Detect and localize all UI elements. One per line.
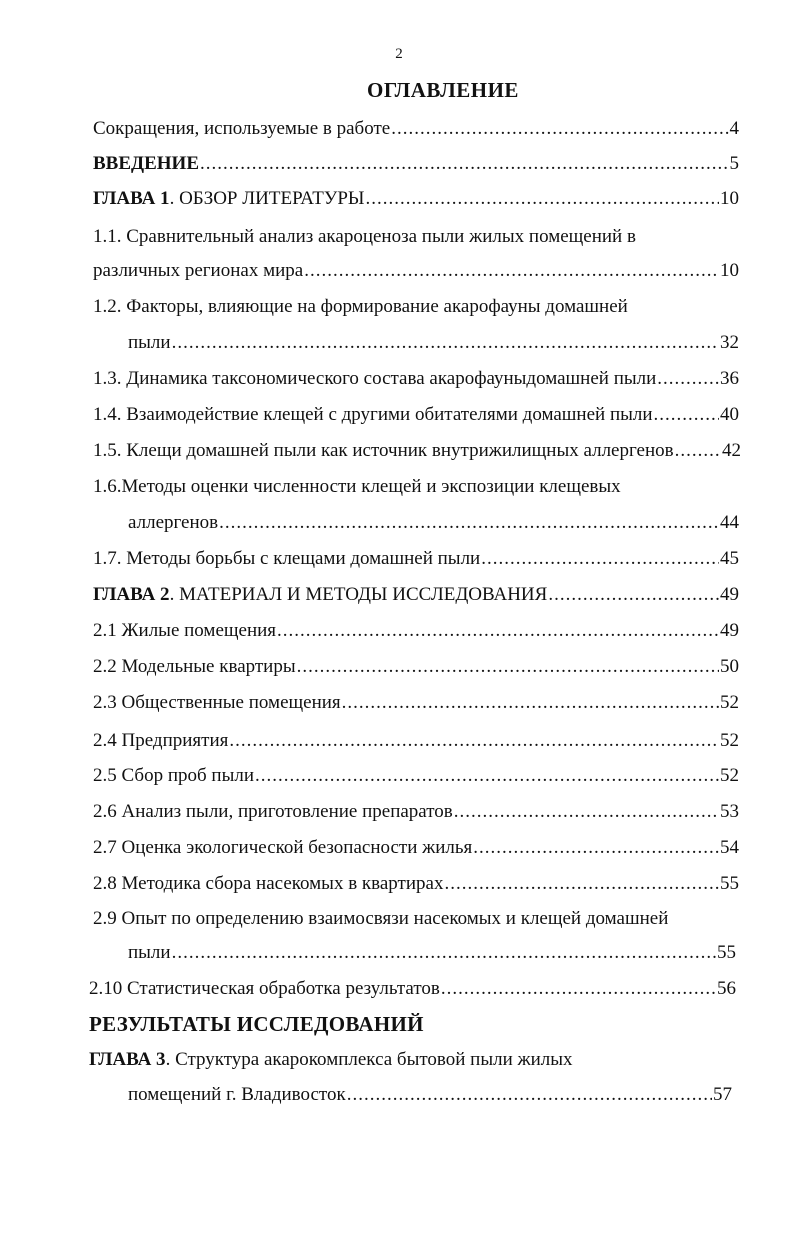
toc-page-number: 32 [720, 332, 739, 353]
toc-page-number: 52 [720, 765, 739, 786]
toc-page-number: 40 [720, 404, 739, 425]
toc-entry-1-5[interactable] [93, 439, 741, 463]
toc-entry-2-4[interactable] [93, 729, 739, 753]
toc-entry-1-6-line1[interactable]: 1.6.Методы оценки численности клещей и экспозиции клещевых [93, 476, 621, 497]
toc-page-number: 4 [729, 118, 739, 139]
toc-entry-chapter-3[interactable] [128, 1083, 732, 1107]
toc-page-number: 49 [720, 620, 739, 641]
leader-dots [347, 1083, 712, 1107]
toc-entry-1-6[interactable] [128, 511, 739, 535]
toc-entry-1-1[interactable] [93, 259, 739, 283]
toc-entry-chapter-2[interactable] [93, 583, 739, 607]
toc-entry-2-3[interactable] [93, 691, 739, 715]
toc-page-number: 10 [720, 260, 739, 281]
chapter-title: . ОБЗОР ЛИТЕРАТУРЫ [169, 188, 365, 209]
toc-entry-text: ВВЕДЕНИЕ [93, 153, 199, 174]
leader-dots [304, 259, 719, 283]
toc-entry-2-2[interactable] [93, 655, 739, 679]
leader-dots [365, 187, 719, 211]
toc-page-number: 52 [720, 692, 739, 713]
toc-entry-abbreviations[interactable] [93, 117, 739, 141]
toc-entry-text: 2.10 Статистическая обработка результатов [89, 978, 440, 999]
page-number: 2 [395, 46, 403, 62]
leader-dots [548, 583, 719, 607]
toc-entry-2-6[interactable] [93, 800, 739, 824]
toc-entry-text: 2.3 Общественные помещения [93, 692, 341, 713]
toc-entry-2-9-line1[interactable]: 2.9 Опыт по определению взаимосвязи насекомых и клещей домашней [93, 908, 669, 929]
chapter-title: . Структура акарокомплекса бытовой пыли жилых [165, 1049, 573, 1070]
toc-page-number: 44 [720, 512, 739, 533]
leader-dots [255, 764, 719, 788]
toc-entry-text: 1.4. Взаимодействие клещей с другими обитателями домашней пыли [93, 404, 653, 425]
toc-entry-text: 2.2 Модельные квартиры [93, 656, 296, 677]
toc-entry-1-4[interactable] [93, 403, 739, 427]
toc-entry-2-9[interactable] [128, 941, 736, 965]
leader-dots [441, 977, 716, 1001]
toc-entry-1-2-line1[interactable]: 1.2. Факторы, влияющие на формирование акарофауны домашней [93, 296, 628, 317]
toc-page-number: 57 [713, 1084, 732, 1105]
leader-dots [172, 331, 719, 355]
toc-page-number: 55 [717, 942, 736, 963]
leader-dots [391, 117, 728, 141]
toc-entry-text [93, 583, 547, 607]
toc-page-number: 10 [720, 188, 739, 209]
toc-page-number: 55 [720, 873, 739, 894]
chapter-label: ГЛАВА 2 [93, 584, 170, 605]
leader-dots [342, 691, 719, 715]
leader-dots [219, 511, 719, 535]
toc-page-number: 54 [720, 837, 739, 858]
toc-entry-text: 2.4 Предприятия [93, 730, 229, 751]
toc-entry-text: пыли [128, 332, 171, 353]
toc-entry-1-7[interactable] [93, 547, 739, 571]
chapter-label: ГЛАВА 1 [93, 188, 170, 209]
toc-entry-text: пыли [128, 942, 171, 963]
toc-title: ОГЛАВЛЕНИЕ [367, 78, 519, 102]
leader-dots [172, 941, 716, 965]
toc-entry-2-10[interactable] [89, 977, 736, 1001]
leader-dots [444, 872, 719, 896]
leader-dots [229, 729, 719, 753]
toc-entry-text: различных регионах мира [93, 260, 304, 281]
toc-page-number: 53 [720, 801, 739, 822]
results-heading[interactable]: РЕЗУЛЬТАТЫ ИССЛЕДОВАНИЙ [89, 1012, 424, 1036]
leader-dots [675, 439, 721, 463]
toc-entry-text: 2.1 Жилые помещения [93, 620, 277, 641]
leader-dots [654, 403, 719, 427]
toc-page-number: 5 [729, 153, 739, 174]
chapter-title: . МАТЕРИАЛ И МЕТОДЫ ИССЛЕДОВАНИЯ [169, 584, 548, 605]
leader-dots [454, 800, 719, 824]
leader-dots [657, 367, 719, 391]
toc-entry-text: 1.5. Клещи домашней пыли как источник внутрижилищных аллергенов [93, 440, 674, 461]
toc-entry-text: 2.6 Анализ пыли, приготовление препаратов [93, 801, 453, 822]
toc-page-number: 36 [720, 368, 739, 389]
toc-entry-2-8[interactable] [93, 872, 739, 896]
toc-entry-text: 1.7. Методы борьбы с клещами домашней пыли [93, 548, 481, 569]
toc-page-number: 45 [720, 548, 739, 569]
toc-entry-1-3[interactable] [93, 367, 739, 391]
toc-page-number: 50 [720, 656, 739, 677]
toc-entry-text: 2.5 Сбор проб пыли [93, 765, 254, 786]
leader-dots [200, 152, 729, 176]
toc-entry-text: 2.8 Методика сбора насекомых в квартирах [93, 873, 444, 894]
toc-entry-1-1-line1[interactable]: 1.1. Сравнительный анализ акароценоза пыли жилых помещений в [93, 226, 636, 247]
leader-dots [473, 836, 719, 860]
toc-page-number: 56 [717, 978, 736, 999]
toc-entry-2-7[interactable] [93, 836, 739, 860]
toc-entry-text [93, 187, 364, 211]
toc-entry-chapter-1[interactable] [93, 187, 739, 211]
toc-entry-text: помещений г. Владивосток [128, 1084, 346, 1105]
toc-entry-text: аллергенов [128, 512, 219, 533]
toc-entry-introduction[interactable] [93, 152, 739, 176]
toc-page-number: 42 [722, 440, 741, 461]
leader-dots [481, 547, 719, 571]
toc-entry-text: 2.7 Оценка экологической безопасности жилья [93, 837, 473, 858]
toc-entry-text: 1.3. Динамика таксономического состава акарофауныдомашней пыли [93, 368, 657, 389]
toc-entry-2-5[interactable] [93, 764, 739, 788]
toc-entry-2-1[interactable] [93, 619, 739, 643]
toc-page-number: 49 [720, 584, 739, 605]
leader-dots [277, 619, 719, 643]
leader-dots [297, 655, 719, 679]
toc-entry-text: Сокращения, используемые в работе [93, 118, 391, 139]
toc-page-number: 52 [720, 730, 739, 751]
toc-entry-1-2[interactable] [128, 331, 739, 355]
chapter-label: ГЛАВА 3 [89, 1049, 166, 1070]
toc-entry-chapter-3-line1[interactable] [89, 1048, 573, 1072]
